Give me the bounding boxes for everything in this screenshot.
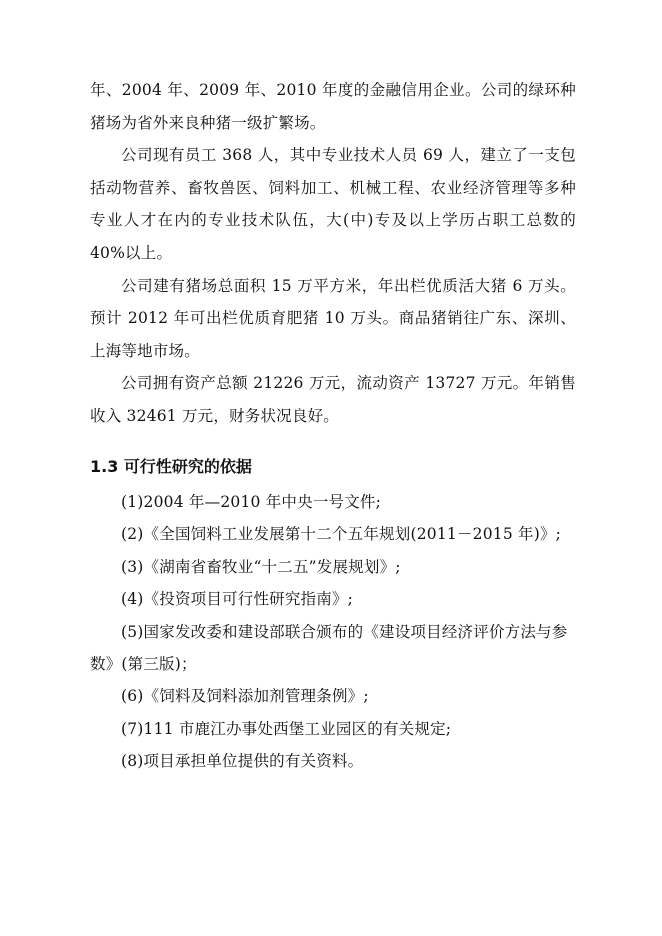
reference-item: (6)《饲料及饲料添加剂管理条例》; bbox=[121, 687, 369, 706]
reference-item: (2)《全国饲料工业发展第十二个五年规划(2011－2015 年)》; bbox=[121, 525, 562, 544]
paragraph-farm-scale: 公司建有猪场总面积 15 万平方米，年出栏优质活大猪 6 万头。预计 2012 年可出栏优质育肥猪 10 万头。商品猪销往广东、深圳、上海等地市场。 bbox=[90, 276, 576, 360]
reference-item: (4)《投资项目可行性研究指南》; bbox=[121, 590, 354, 609]
reference-item: (7)111 市鹿江办事处西堡工业园区的有关规定; bbox=[121, 719, 452, 738]
reference-item: (1)2004 年—2010 年中央一号文件; bbox=[121, 493, 382, 511]
paragraph-staff: 公司现有员工 368 人，其中专业技术人员 69 人，建立了一支包括动物营养、畜牧兽医、饲料加工、机械工程、农业经济管理等多种专业人才在内的专业技术队伍，大(中)专及以上学历占职工总数的 40%以上。 bbox=[90, 146, 576, 262]
body-text bbox=[90, 74, 576, 433]
paragraph-credit-history: 年、2004 年、2009 年、2010 年度的金融信用企业。公司的绿环种猪场为省外来良种猪一级扩繁场。 bbox=[90, 81, 576, 132]
reference-item: (8)项目承担单位提供的有关资料。 bbox=[121, 752, 364, 771]
reference-list bbox=[90, 486, 576, 778]
reference-item: (5)国家发改委和建设部联合颁布的《建设项目经济评价方法与参数》(第三版)； bbox=[90, 622, 568, 674]
reference-item: (3)《湖南省畜牧业“十二五”发展规划》; bbox=[121, 557, 401, 576]
section-heading: 1.3 可行性研究的依据 bbox=[90, 457, 252, 476]
paragraph-finance: 公司拥有资产总额 21226 万元，流动资产 13727 万元。年销售收入 32461 万元，财务状况良好。 bbox=[90, 374, 576, 425]
